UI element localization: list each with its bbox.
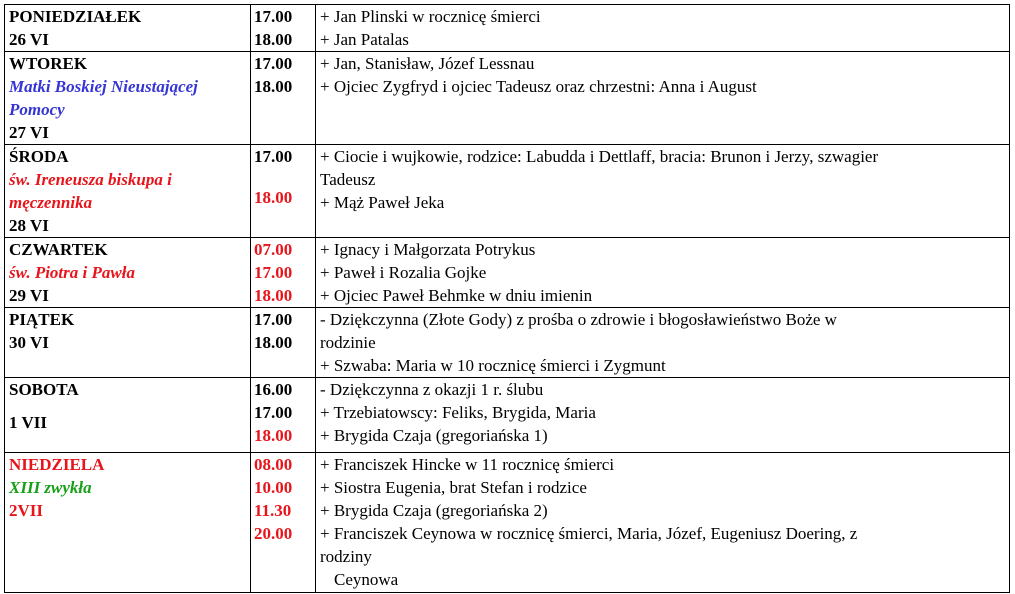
mass-time: 18.00 [254,30,293,49]
table-row [5,145,1010,238]
mass-intention: + Brygida Czaja (gregoriańska 2) [320,501,548,520]
table-row [5,308,1010,378]
mass-intention: + Mąż Paweł Jeka [320,193,445,212]
times-cell [251,145,316,238]
mass-intention: + Szwaba: Maria w 10 rocznicę śmierci i Zygmunt [320,356,666,375]
intentions-cell [316,308,1010,378]
mass-intention: + Ojciec Zygfryd i ojciec Tadeusz oraz chrzestni: Anna i August [320,77,757,96]
day-name: PONIEDZIAŁEK [9,7,142,26]
mass-intention: + Ciocie i wujkowie, rodzice: Labudda i Dettlaff, bracia: Brunon i Jerzy, szwagier [320,147,879,166]
mass-intention: + Trzebiatowscy: Feliks, Brygida, Maria [320,403,596,422]
mass-intention: + Jan, Stanisław, Józef Lessnau [320,54,535,73]
day-cell [5,238,251,308]
day-name: CZWARTEK [9,240,108,259]
day-cell [5,5,251,52]
day-date: 2VII [9,501,44,520]
times-cell [251,453,316,593]
mass-intention: + Jan Patalas [320,30,409,49]
mass-time: 17.00 [254,310,293,329]
mass-intention: - Dziękczynna (Złote Gody) z prośba o zdrowie i błogosławieństwo Boże w [320,310,837,329]
mass-intention: + Franciszek Hincke w 11 rocznicę śmierci [320,455,615,474]
mass-time: 18.00 [254,286,293,305]
mass-intention: + Franciszek Ceynowa w rocznicę śmierci, Maria, Józef, Eugeniusz Doering, z [320,524,858,543]
table-row [5,378,1010,453]
table-row [5,5,1010,52]
day-date: 26 VI [9,30,49,49]
day-name: ŚRODA [9,147,69,166]
mass-time: 17.00 [254,54,293,73]
day-name: PIĄTEK [9,310,75,329]
day-cell [5,308,251,378]
mass-time: 17.00 [254,403,293,422]
mass-intention: Tadeusz [320,170,376,189]
mass-intention: rodziny [320,547,372,566]
table-row [5,453,1010,593]
mass-time: 20.00 [254,524,293,543]
day-date: 28 VI [9,216,49,235]
day-date: 1 VII [9,413,47,432]
times-cell [251,238,316,308]
table-row [5,238,1010,308]
day-cell [5,145,251,238]
intentions-cell [316,145,1010,238]
mass-intention: rodzinie [320,333,376,352]
mass-intention: + Brygida Czaja (gregoriańska 1) [320,426,548,445]
mass-intention: + Paweł i Rozalia Gojke [320,263,487,282]
day-cell [5,453,251,593]
intentions-cell [316,453,1010,593]
mass-time: 11.30 [254,501,292,520]
times-cell [251,308,316,378]
day-cell [5,52,251,145]
day-date: 27 VI [9,123,49,142]
mass-time: 18.00 [254,77,293,96]
day-name: NIEDZIELA [9,455,105,474]
day-cell [5,378,251,453]
mass-intention: + Ignacy i Małgorzata Potrykus [320,240,536,259]
day-date: 29 VI [9,286,49,305]
intentions-cell [316,238,1010,308]
times-cell [251,52,316,145]
feast-name: Pomocy [9,100,65,119]
feast-name: św. Ireneusza biskupa i [9,170,172,189]
mass-time: 17.00 [254,147,293,166]
times-cell [251,378,316,453]
mass-intention: Ceynowa [334,570,399,589]
mass-intention: + Jan Plinski w rocznicę śmierci [320,7,541,26]
mass-time: 10.00 [254,478,293,497]
mass-time: 18.00 [254,426,293,445]
intentions-cell [316,52,1010,145]
mass-time: 17.00 [254,263,293,282]
feast-name: męczennika [9,193,93,212]
mass-schedule-table [4,4,1010,593]
intentions-cell [316,5,1010,52]
times-cell [251,5,316,52]
mass-time: 07.00 [254,240,293,259]
day-name: SOBOTA [9,380,79,399]
mass-time: 17.00 [254,7,293,26]
day-name: WTOREK [9,54,88,73]
feast-name: św. Piotra i Pawła [9,263,135,282]
mass-intention: + Siostra Eugenia, brat Stefan i rodzice [320,478,587,497]
intentions-cell [316,378,1010,453]
feast-name: Matki Boskiej Nieustającej [9,77,198,96]
mass-intention: - Dziękczynna z okazji 1 r. ślubu [320,380,544,399]
mass-time: 18.00 [254,188,293,207]
mass-intention: + Ojciec Paweł Behmke w dniu imienin [320,286,593,305]
feast-name: XIII zwykła [9,478,92,497]
mass-time: 18.00 [254,333,293,352]
table-row [5,52,1010,145]
day-date: 30 VI [9,333,49,352]
mass-time: 16.00 [254,380,293,399]
mass-time: 08.00 [254,455,293,474]
